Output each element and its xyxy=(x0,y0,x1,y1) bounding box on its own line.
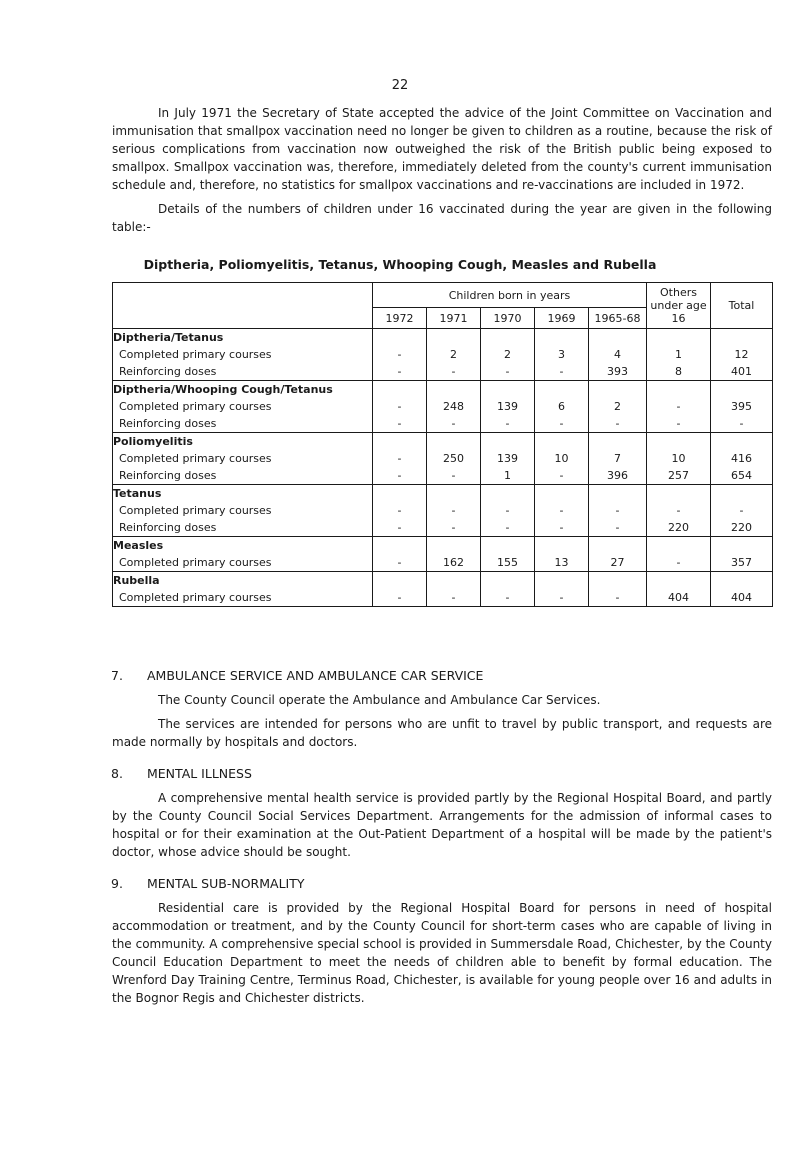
value-cell xyxy=(535,485,589,537)
section-paragraph: The County Council operate the Ambulance and Ambulance Car Services. xyxy=(158,693,601,707)
section-paragraph: The services are intended for persons who are unfit to travel by public transport, and requests are made normally by hospitals and doctors. xyxy=(112,717,772,749)
report-sections xyxy=(112,667,772,1021)
value-cell xyxy=(589,381,647,433)
value-cell xyxy=(427,381,481,433)
header-year: 1969 xyxy=(535,308,589,329)
table-value: - xyxy=(559,591,564,604)
value-cell xyxy=(711,485,773,537)
table-value: 248 xyxy=(443,400,464,413)
table-group-row xyxy=(113,572,773,607)
table-value: 404 xyxy=(668,591,689,604)
table-value: - xyxy=(397,400,402,413)
table-value: 220 xyxy=(731,521,752,534)
table-value: - xyxy=(397,521,402,534)
table-value: - xyxy=(397,452,402,465)
vaccine-group-name: Tetanus xyxy=(113,487,162,500)
table-value: - xyxy=(559,521,564,534)
table-value: 12 xyxy=(734,348,749,361)
value-cell xyxy=(481,572,535,607)
table-value: 6 xyxy=(558,400,565,413)
intro-paragraph-details: Details of the numbers of children under 16 vaccinated during the year are given in the following table:- xyxy=(112,202,772,234)
table-value: 4 xyxy=(614,348,621,361)
table-value: - xyxy=(397,469,402,482)
group-label-cell xyxy=(113,381,373,433)
value-cell xyxy=(535,572,589,607)
table-value: - xyxy=(451,469,456,482)
table-value: 139 xyxy=(497,452,518,465)
table-value: 357 xyxy=(731,556,752,569)
table-value: - xyxy=(397,365,402,378)
header-year: 1970 xyxy=(481,308,535,329)
section-heading xyxy=(111,667,772,685)
value-cell xyxy=(427,485,481,537)
table-value: 8 xyxy=(675,365,682,378)
table-value: 2 xyxy=(450,348,457,361)
table-value: - xyxy=(397,504,402,517)
value-cell xyxy=(711,433,773,485)
table-value: - xyxy=(451,417,456,430)
row-label: Reinforcing doses xyxy=(119,521,217,534)
table-value: - xyxy=(505,365,510,378)
table-value: - xyxy=(676,504,681,517)
table-value: 10 xyxy=(671,452,686,465)
row-label: Completed primary courses xyxy=(119,591,272,604)
value-cell xyxy=(647,329,711,381)
section-number: 8. xyxy=(111,766,123,781)
value-cell xyxy=(481,485,535,537)
value-cell xyxy=(481,433,535,485)
table-body xyxy=(113,329,773,607)
table-value: 257 xyxy=(668,469,689,482)
row-label: Completed primary courses xyxy=(119,556,272,569)
report-section xyxy=(112,765,772,861)
table-value: - xyxy=(739,504,744,517)
group-label-cell xyxy=(113,433,373,485)
table-value: 27 xyxy=(610,556,625,569)
section-heading xyxy=(111,765,772,783)
value-cell xyxy=(427,329,481,381)
header-blank-cell xyxy=(113,283,373,329)
table-value: - xyxy=(397,556,402,569)
value-cell xyxy=(427,537,481,572)
value-cell xyxy=(589,329,647,381)
value-cell xyxy=(711,537,773,572)
row-label: Completed primary courses xyxy=(119,452,272,465)
vaccine-group-name: Diptheria/Tetanus xyxy=(113,331,224,344)
table-value: - xyxy=(397,348,402,361)
table-value: - xyxy=(505,591,510,604)
table-value: 139 xyxy=(497,400,518,413)
table-value: - xyxy=(676,556,681,569)
table-value: - xyxy=(676,400,681,413)
row-label: Completed primary courses xyxy=(119,400,272,413)
value-cell xyxy=(373,381,427,433)
table-value: - xyxy=(451,365,456,378)
group-label-cell xyxy=(113,485,373,537)
group-label-cell xyxy=(113,537,373,572)
value-cell xyxy=(711,329,773,381)
table-value: 155 xyxy=(497,556,518,569)
value-cell xyxy=(535,329,589,381)
value-cell xyxy=(481,537,535,572)
value-cell xyxy=(535,433,589,485)
table-group-row xyxy=(113,381,773,433)
table-value: - xyxy=(615,591,620,604)
value-cell xyxy=(647,381,711,433)
table-value: 404 xyxy=(731,591,752,604)
vaccination-table xyxy=(112,282,773,607)
header-total: Total xyxy=(711,283,773,329)
value-cell xyxy=(647,572,711,607)
vaccine-group-name: Poliomyelitis xyxy=(113,435,193,448)
header-year: 1965-68 xyxy=(589,308,647,329)
table-value: - xyxy=(397,417,402,430)
table-title: Diptheria, Poliomyelitis, Tetanus, Whooping Cough, Measles and Rubella xyxy=(143,257,657,272)
table-value: 3 xyxy=(558,348,565,361)
header-year: 1971 xyxy=(427,308,481,329)
section-title: MENTAL ILLNESS xyxy=(147,766,252,781)
table-value: 10 xyxy=(554,452,569,465)
table-value: 654 xyxy=(731,469,752,482)
value-cell xyxy=(589,572,647,607)
value-cell xyxy=(373,572,427,607)
table-value: - xyxy=(615,504,620,517)
section-paragraph: A comprehensive mental health service is provided partly by the Regional Hospital Board, and partly by the County Council Social Services Department. Arrangements for the admission of informal cases to hospital or for their examination at the Out-Patient Department of a hospital will be made by the patient's doctor, whose advice should be sought. xyxy=(112,791,772,859)
value-cell xyxy=(481,381,535,433)
report-section xyxy=(112,875,772,1007)
table-group-row xyxy=(113,485,773,537)
row-label: Completed primary courses xyxy=(119,348,272,361)
table-value: - xyxy=(559,504,564,517)
section-number: 7. xyxy=(111,668,123,683)
header-children-born: Children born in years xyxy=(373,283,647,308)
table-value: 7 xyxy=(614,452,621,465)
page-number: 22 xyxy=(391,78,409,93)
table-value: - xyxy=(505,417,510,430)
header-year: 1972 xyxy=(373,308,427,329)
table-value: - xyxy=(505,521,510,534)
table-value: 401 xyxy=(731,365,752,378)
section-number: 9. xyxy=(111,876,123,891)
value-cell xyxy=(647,485,711,537)
table-value: - xyxy=(397,591,402,604)
table-value: - xyxy=(559,365,564,378)
row-label: Reinforcing doses xyxy=(119,469,217,482)
table-value: 2 xyxy=(614,400,621,413)
value-cell xyxy=(373,329,427,381)
table-value: - xyxy=(559,469,564,482)
table-group-row xyxy=(113,329,773,381)
table-value: - xyxy=(676,417,681,430)
table-value: - xyxy=(451,521,456,534)
row-label: Completed primary courses xyxy=(119,504,272,517)
table-value: - xyxy=(615,521,620,534)
section-title: AMBULANCE SERVICE AND AMBULANCE CAR SERVICE xyxy=(147,668,484,683)
value-cell xyxy=(373,485,427,537)
intro-paragraph-smallpox: In July 1971 the Secretary of State accepted the advice of the Joint Committee on Vaccination and immunisation that smallpox vaccination need no longer be given to children as a routine, because the risk of serious complications from vaccination now outweighed the risk of the British public being exposed to smallpox. Smallpox vaccination was, therefore, immediately deleted from the county's current immunisation schedule and, therefore, no statistics for smallpox vaccinations and re-vaccinations are included in 1972. xyxy=(112,106,772,192)
table-value: 162 xyxy=(443,556,464,569)
vaccine-group-name: Rubella xyxy=(113,574,160,587)
value-cell xyxy=(481,329,535,381)
value-cell xyxy=(589,485,647,537)
table-value: 395 xyxy=(731,400,752,413)
table-value: 2 xyxy=(504,348,511,361)
section-title: MENTAL SUB-NORMALITY xyxy=(147,876,305,891)
value-cell xyxy=(535,381,589,433)
table-value: 1 xyxy=(675,348,682,361)
row-label: Reinforcing doses xyxy=(119,365,217,378)
value-cell xyxy=(535,537,589,572)
value-cell xyxy=(711,572,773,607)
table-value: 220 xyxy=(668,521,689,534)
table-value: - xyxy=(559,417,564,430)
group-label-cell xyxy=(113,572,373,607)
row-label: Reinforcing doses xyxy=(119,417,217,430)
section-heading xyxy=(111,875,772,893)
value-cell xyxy=(373,433,427,485)
value-cell xyxy=(373,537,427,572)
header-others-under-16: Others under age 16 xyxy=(647,283,711,329)
value-cell xyxy=(647,433,711,485)
table-value: 416 xyxy=(731,452,752,465)
table-value: - xyxy=(739,417,744,430)
value-cell xyxy=(589,433,647,485)
value-cell xyxy=(647,537,711,572)
table-value: 250 xyxy=(443,452,464,465)
value-cell xyxy=(711,381,773,433)
table-value: 1 xyxy=(504,469,511,482)
vaccine-group-name: Measles xyxy=(113,539,164,552)
vaccine-group-name: Diptheria/Whooping Cough/Tetanus xyxy=(113,383,333,396)
table-value: 13 xyxy=(554,556,569,569)
group-label-cell xyxy=(113,329,373,381)
table-value: - xyxy=(451,504,456,517)
value-cell xyxy=(427,572,481,607)
intro-text xyxy=(112,104,772,236)
table-value: - xyxy=(615,417,620,430)
table-group-row xyxy=(113,537,773,572)
table-value: 396 xyxy=(607,469,628,482)
section-paragraph: Residential care is provided by the Regional Hospital Board for persons in need of hospital accommodation or treatment, and by the County Council for short-term cases who are capable of living in the community. A comprehensive special school is provided in Summersdale Road, Chichester, by the County Council Education Department to meet the needs of children able to benefit by formal education. The Wrenford Day Training Centre, Terminus Road, Chichester, is available for young people over 16 and adults in the Bognor Regis and Chichester districts. xyxy=(112,901,772,1005)
table-group-row xyxy=(113,433,773,485)
value-cell xyxy=(589,537,647,572)
value-cell xyxy=(427,433,481,485)
table-value: - xyxy=(451,591,456,604)
report-section xyxy=(112,667,772,751)
table-value: 393 xyxy=(607,365,628,378)
table-value: - xyxy=(505,504,510,517)
